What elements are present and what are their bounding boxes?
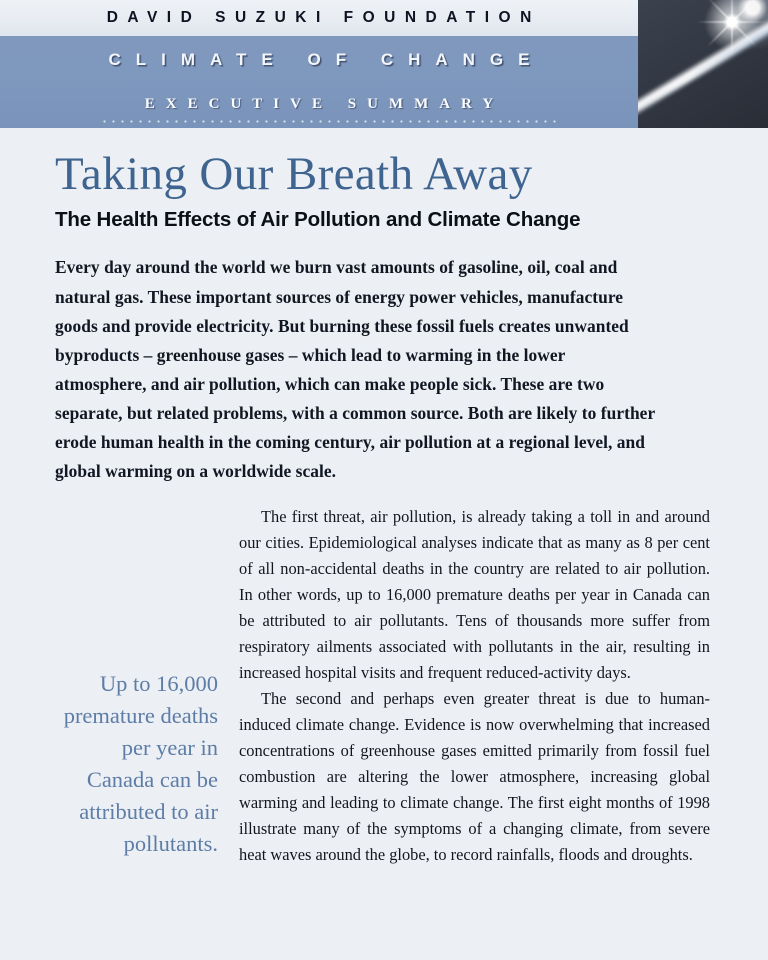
left-column	[55, 504, 218, 868]
sun-ray	[731, 0, 733, 57]
organization-strip	[0, 0, 638, 36]
series-title: CLIMATE OF CHANGE	[108, 50, 545, 69]
page-title: Taking Our Breath Away	[55, 148, 533, 200]
series-banner	[0, 36, 638, 128]
body-paragraph: The second and perhaps even greater threat is due to human-induced climate change. Evidence is now overwhelming that increased concentrations of greenhouse gases emitted primarily from fossil fuel combustion are altering the lower atmosphere, increasing global warming and leading to climate change. The first eight months of 1998 illustrate many of the symptoms of a changing climate, from severe heat waves around the globe, to record rainfalls, floods and droughts.	[239, 688, 710, 864]
masthead	[0, 0, 768, 130]
pullquote: Up to 16,000 premature deaths per year in Canada can be attributed to air pollutants.	[63, 670, 218, 856]
sun-flare-icon	[700, 0, 764, 54]
page-body	[0, 150, 768, 868]
right-column	[218, 504, 710, 868]
organization-name: DAVID SUZUKI FOUNDATION	[106, 9, 541, 26]
page-subtitle: The Health Effects of Air Pollution and Climate Change	[55, 207, 581, 231]
earth-limb-photo	[638, 0, 768, 128]
dotted-divider	[100, 120, 560, 123]
two-column-area	[55, 504, 710, 868]
body-paragraph: The first threat, air pollution, is already taking a toll in and around our cities. Epidemiological analyses indicate that as many as 8 per cent of all non-accidental deaths in the country are related to air pollution. In other words, up to 16,000 premature deaths per year in Canada can be attributed to air pollutants. Tens of thousands more suffer from respiratory ailments associated with pollutants in the air, resulting in increased hospital visits and frequent reduced-activity days.	[239, 506, 710, 682]
section-label: EXECUTIVE SUMMARY	[144, 96, 505, 112]
lede-paragraph: Every day around the world we burn vast amounts of gasoline, oil, coal and natural gas. These important sources of energy power vehicles, manufacture goods and provide electricity. But burning these fossil fuels creates unwanted byproducts – greenhouse gases – which lead to warming in the lower atmosphere, and air pollution, which can make people sick. These are two separate, but related problems, with a common source. Both are likely to further erode human health in the coming century, air pollution at a regional level, and global warming on a worldwide scale.	[55, 257, 655, 481]
